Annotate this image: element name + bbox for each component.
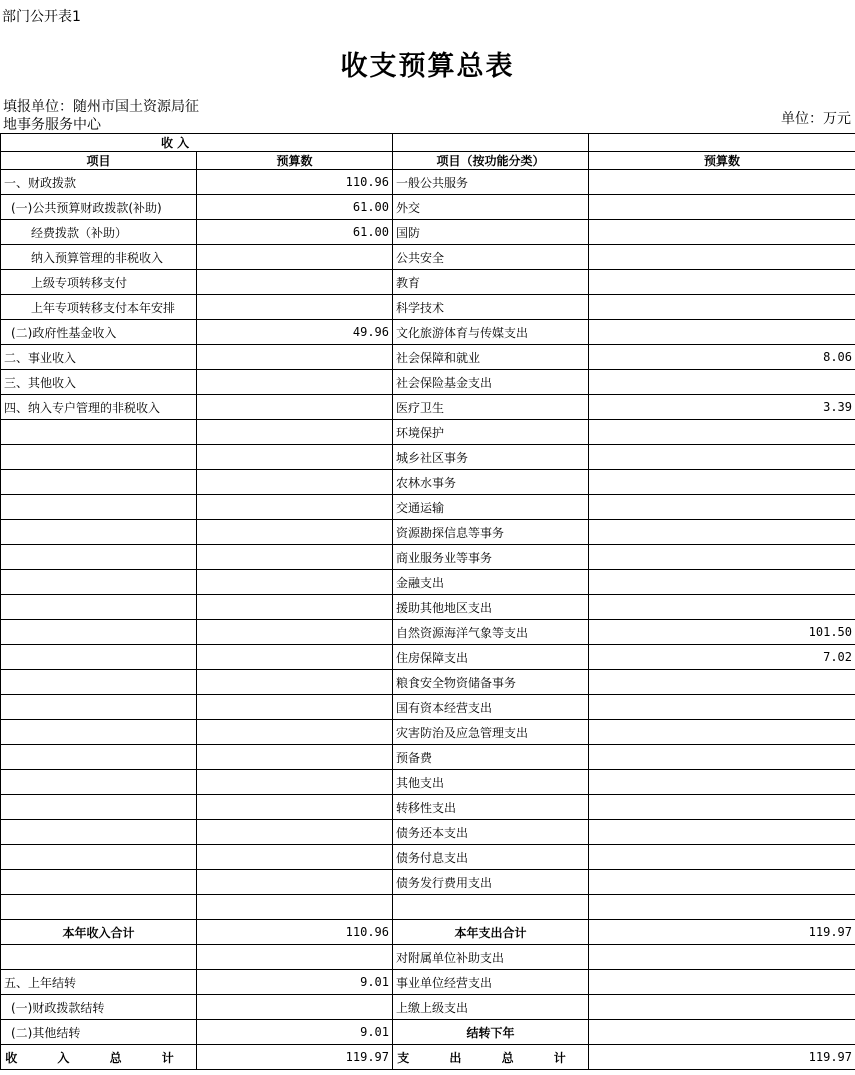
table-row	[1, 395, 855, 420]
expense-item: 债务发行费用支出	[393, 870, 589, 895]
table-row	[1, 1045, 855, 1070]
expense-item: 环境保护	[393, 420, 589, 445]
expense-item: 金融支出	[393, 570, 589, 595]
income-item: 上级专项转移支付	[1, 270, 197, 295]
expense-amount	[589, 995, 855, 1020]
expense-amount: 101.50	[589, 620, 855, 645]
income-item: (二)其他结转	[1, 1020, 197, 1045]
expense-amount	[589, 895, 855, 920]
expense-amount: 7.02	[589, 645, 855, 670]
expense-amount	[589, 570, 855, 595]
expense-amount	[589, 1020, 855, 1045]
expense-item: 粮食安全物资储备事务	[393, 670, 589, 695]
income-amount	[197, 720, 393, 745]
income-item	[1, 445, 197, 470]
income-amount	[197, 270, 393, 295]
income-item	[1, 645, 197, 670]
income-item	[1, 470, 197, 495]
expense-amount	[589, 370, 855, 395]
income-amount	[197, 795, 393, 820]
expense-item: 国有资本经营支出	[393, 695, 589, 720]
expense-amount	[589, 170, 855, 195]
expense-item: 债务还本支出	[393, 820, 589, 845]
income-amount	[197, 820, 393, 845]
income-item: 二、事业收入	[1, 345, 197, 370]
expense-amount	[589, 320, 855, 345]
income-amount	[197, 345, 393, 370]
income-item	[1, 420, 197, 445]
income-amount	[197, 445, 393, 470]
income-amount: 61.00	[197, 195, 393, 220]
income-amount	[197, 370, 393, 395]
expense-item: 预备费	[393, 745, 589, 770]
reporting-unit: 填报单位：随州市国土资源局征地事务服务中心	[3, 99, 199, 133]
expense-item: 医疗卫生	[393, 395, 589, 420]
col-header-item-func: 项目（按功能分类）	[393, 152, 589, 170]
expense-item: 外交	[393, 195, 589, 220]
table-row	[1, 695, 855, 720]
expense-item: 事业单位经营支出	[393, 970, 589, 995]
expense-amount	[589, 870, 855, 895]
expense-amount: 119.97	[589, 920, 855, 945]
income-amount	[197, 695, 393, 720]
header-row-group	[1, 134, 855, 152]
table-row	[1, 670, 855, 695]
table-row	[1, 870, 855, 895]
expense-item: 公共安全	[393, 245, 589, 270]
table-row	[1, 170, 855, 195]
table-row	[1, 570, 855, 595]
expense-amount	[589, 220, 855, 245]
income-amount	[197, 870, 393, 895]
income-item: 三、其他收入	[1, 370, 197, 395]
table-row	[1, 720, 855, 745]
income-item	[1, 770, 197, 795]
table-row	[1, 295, 855, 320]
header-row	[1, 152, 855, 170]
table-row	[1, 845, 855, 870]
expense-item: 灾害防治及应急管理支出	[393, 720, 589, 745]
table-row	[1, 320, 855, 345]
expense-item: 社会保险基金支出	[393, 370, 589, 395]
income-amount	[197, 745, 393, 770]
income-amount	[197, 495, 393, 520]
table-row	[1, 470, 855, 495]
income-item	[1, 745, 197, 770]
expense-amount: 3.39	[589, 395, 855, 420]
income-item	[1, 570, 197, 595]
expense-item: 其他支出	[393, 770, 589, 795]
expense-item: 债务付息支出	[393, 845, 589, 870]
table-row	[1, 970, 855, 995]
income-item	[1, 945, 197, 970]
expense-amount	[589, 495, 855, 520]
expense-item: 教育	[393, 270, 589, 295]
expense-amount	[589, 670, 855, 695]
expense-item: 农林水事务	[393, 470, 589, 495]
income-item	[1, 695, 197, 720]
income-amount	[197, 570, 393, 595]
income-item	[1, 820, 197, 845]
table-row	[1, 345, 855, 370]
expense-item	[393, 895, 589, 920]
expense-amount	[589, 545, 855, 570]
page-title: 收支预算总表	[340, 51, 515, 82]
expense-amount	[589, 795, 855, 820]
income-item: (一)公共预算财政拨款(补助)	[1, 195, 197, 220]
expense-amount	[589, 195, 855, 220]
income-item	[1, 670, 197, 695]
table-row	[1, 1020, 855, 1045]
income-amount: 61.00	[197, 220, 393, 245]
table-row	[1, 445, 855, 470]
income-amount	[197, 470, 393, 495]
expense-item: 支 出 总 计	[393, 1045, 589, 1070]
income-amount	[197, 995, 393, 1020]
income-amount	[197, 295, 393, 320]
income-item: 四、纳入专户管理的非税收入	[1, 395, 197, 420]
expense-item: 社会保障和就业	[393, 345, 589, 370]
table-row	[1, 620, 855, 645]
income-item	[1, 620, 197, 645]
income-amount	[197, 895, 393, 920]
expense-amount	[589, 295, 855, 320]
table-row	[1, 270, 855, 295]
expense-item: 结转下年	[393, 1020, 589, 1045]
expense-item: 援助其他地区支出	[393, 595, 589, 620]
expense-item: 对附属单位补助支出	[393, 945, 589, 970]
col-header-item: 项目	[1, 152, 197, 170]
income-amount	[197, 595, 393, 620]
table-row	[1, 495, 855, 520]
expense-item: 商业服务业等事务	[393, 545, 589, 570]
expense-amount	[589, 720, 855, 745]
income-item	[1, 720, 197, 745]
table-row	[1, 420, 855, 445]
income-item	[1, 845, 197, 870]
income-amount: 49.96	[197, 320, 393, 345]
expense-item: 自然资源海洋气象等支出	[393, 620, 589, 645]
expense-amount	[589, 595, 855, 620]
expense-item: 住房保障支出	[393, 645, 589, 670]
income-item: 五、上年结转	[1, 970, 197, 995]
expense-amount	[589, 520, 855, 545]
income-item	[1, 520, 197, 545]
header-empty	[393, 134, 589, 152]
table-row	[1, 895, 855, 920]
income-amount	[197, 545, 393, 570]
table-row	[1, 595, 855, 620]
income-amount	[197, 420, 393, 445]
expense-item: 转移性支出	[393, 795, 589, 820]
income-item: 一、财政拨款	[1, 170, 197, 195]
table-row	[1, 195, 855, 220]
expense-amount	[589, 970, 855, 995]
income-item: 纳入预算管理的非税收入	[1, 245, 197, 270]
table-row	[1, 945, 855, 970]
expense-amount: 119.97	[589, 1045, 855, 1070]
income-amount: 119.97	[197, 1045, 393, 1070]
expense-amount	[589, 695, 855, 720]
table-row	[1, 995, 855, 1020]
income-amount	[197, 395, 393, 420]
table-code-label: 部门公开表1	[2, 9, 81, 25]
income-amount	[197, 845, 393, 870]
income-item: (一)财政拨款结转	[1, 995, 197, 1020]
income-item: 经费拨款（补助）	[1, 220, 197, 245]
expense-amount	[589, 845, 855, 870]
table-row	[1, 820, 855, 845]
table-row	[1, 795, 855, 820]
expense-item: 本年支出合计	[393, 920, 589, 945]
income-item	[1, 545, 197, 570]
income-amount: 110.96	[197, 170, 393, 195]
income-item: 收 入 总 计	[1, 1045, 197, 1070]
currency-unit: 单位：万元	[781, 111, 851, 127]
expense-amount	[589, 820, 855, 845]
income-item	[1, 895, 197, 920]
expense-item: 科学技术	[393, 295, 589, 320]
table-row	[1, 370, 855, 395]
expense-amount: 8.06	[589, 345, 855, 370]
table-row	[1, 220, 855, 245]
income-item	[1, 595, 197, 620]
income-amount	[197, 770, 393, 795]
income-amount	[197, 245, 393, 270]
expense-amount	[589, 420, 855, 445]
expense-item: 资源勘探信息等事务	[393, 520, 589, 545]
income-group-header: 收 入	[1, 134, 393, 152]
table-row	[1, 520, 855, 545]
income-amount: 110.96	[197, 920, 393, 945]
table-row	[1, 245, 855, 270]
income-amount	[197, 945, 393, 970]
expense-amount	[589, 770, 855, 795]
expense-item: 国防	[393, 220, 589, 245]
income-item: (二)政府性基金收入	[1, 320, 197, 345]
income-item	[1, 795, 197, 820]
expense-amount	[589, 445, 855, 470]
income-amount: 9.01	[197, 970, 393, 995]
income-amount: 9.01	[197, 1020, 393, 1045]
income-item	[1, 870, 197, 895]
budget-table	[0, 133, 855, 1070]
expense-item: 文化旅游体育与传媒支出	[393, 320, 589, 345]
header-empty	[589, 134, 855, 152]
income-amount	[197, 645, 393, 670]
expense-item: 城乡社区事务	[393, 445, 589, 470]
expense-item: 交通运输	[393, 495, 589, 520]
income-item: 上年专项转移支付本年安排	[1, 295, 197, 320]
income-item	[1, 495, 197, 520]
col-header-budget: 预算数	[197, 152, 393, 170]
income-item: 本年收入合计	[1, 920, 197, 945]
table-row	[1, 920, 855, 945]
income-amount	[197, 670, 393, 695]
expense-item: 一般公共服务	[393, 170, 589, 195]
income-amount	[197, 520, 393, 545]
expense-amount	[589, 245, 855, 270]
expense-item: 上缴上级支出	[393, 995, 589, 1020]
table-row	[1, 645, 855, 670]
table-row	[1, 745, 855, 770]
table-row	[1, 545, 855, 570]
expense-amount	[589, 470, 855, 495]
income-amount	[197, 620, 393, 645]
expense-amount	[589, 945, 855, 970]
table-row	[1, 770, 855, 795]
expense-amount	[589, 745, 855, 770]
col-header-budget2: 预算数	[589, 152, 855, 170]
expense-amount	[589, 270, 855, 295]
